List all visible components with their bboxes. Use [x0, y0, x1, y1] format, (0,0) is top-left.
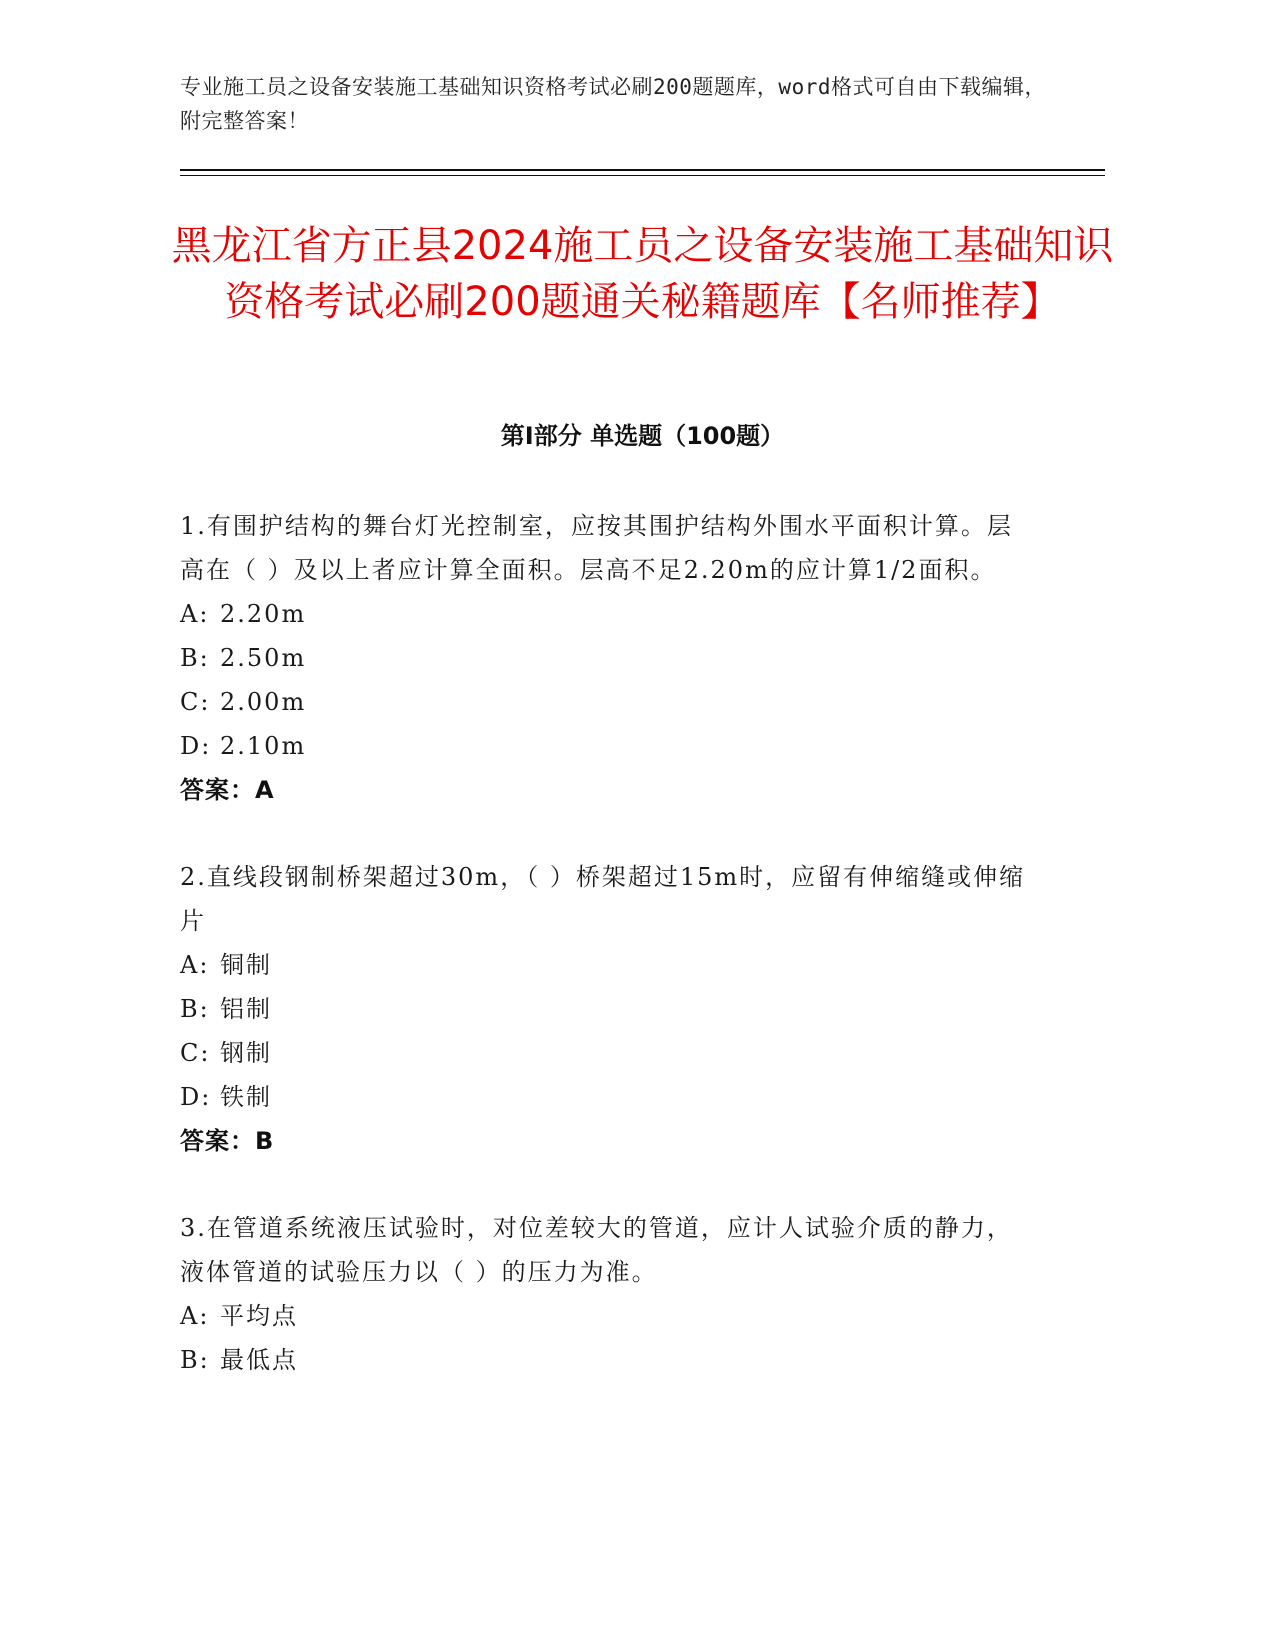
option-text: 铜制: [220, 951, 272, 979]
option-text: 2.50m: [220, 644, 307, 672]
option-b: [180, 636, 1030, 680]
header-divider-thin: [180, 175, 1105, 176]
option-text: 最低点: [220, 1346, 298, 1374]
option-key: D:: [180, 732, 212, 760]
option-d: [180, 724, 1030, 768]
option-text: 钢制: [220, 1039, 272, 1067]
option-a: [180, 592, 1030, 636]
question-stem: 3.在管道系统液压试验时，对位差较大的管道，应计人试验介质的静力，液体管道的试验压力以（ ）的压力为准。: [180, 1214, 1013, 1286]
option-text: 2.00m: [220, 688, 307, 716]
option-key: B:: [180, 995, 210, 1023]
option-key: A:: [180, 951, 210, 979]
option-key: B:: [180, 644, 210, 672]
option-key: A:: [180, 600, 210, 628]
option-c: [180, 1031, 1030, 1075]
question-2: [180, 855, 1030, 1163]
question-1: [180, 504, 1030, 812]
option-b: [180, 987, 1030, 1031]
option-text: 2.10m: [220, 732, 307, 760]
option-c: [180, 680, 1030, 724]
section-title: 第Ⅰ部分 单选题（100题）: [500, 422, 785, 450]
option-text: 铝制: [220, 995, 272, 1023]
answer-line: 答案：A: [180, 776, 275, 804]
option-key: B:: [180, 1346, 210, 1374]
question-stem: 1.有围护结构的舞台灯光控制室，应按其围护结构外围水平面积计算。层高在（ ）及以上者应计算全面积。层高不足2.20m的应计算1/2面积。: [180, 512, 1013, 584]
header-note: 专业施工员之设备安装施工基础知识资格考试必刷200题题库，word格式可自由下载编辑，附完整答案！: [180, 75, 1046, 133]
option-key: D:: [180, 1083, 212, 1111]
option-text: 铁制: [220, 1083, 272, 1111]
answer-line: 答案：B: [180, 1127, 275, 1155]
option-key: C:: [180, 688, 211, 716]
option-a: [180, 1294, 1030, 1338]
option-b: [180, 1338, 1030, 1382]
document-title: 黑龙江省方正县2024施工员之设备安装施工基础知识资格考试必刷200题通关秘籍题库【名师推荐】: [171, 223, 1114, 325]
option-text: 平均点: [220, 1302, 298, 1330]
option-d: [180, 1075, 1030, 1119]
option-a: [180, 943, 1030, 987]
question-stem: 2.直线段钢制桥架超过30m，（ ）桥架超过15m时，应留有伸缩缝或伸缩片: [180, 863, 1026, 935]
header-divider-thick: [180, 169, 1105, 171]
option-key: A:: [180, 1302, 210, 1330]
question-list: [180, 504, 1030, 1425]
option-key: C:: [180, 1039, 211, 1067]
question-3: [180, 1206, 1030, 1382]
option-text: 2.20m: [220, 600, 307, 628]
